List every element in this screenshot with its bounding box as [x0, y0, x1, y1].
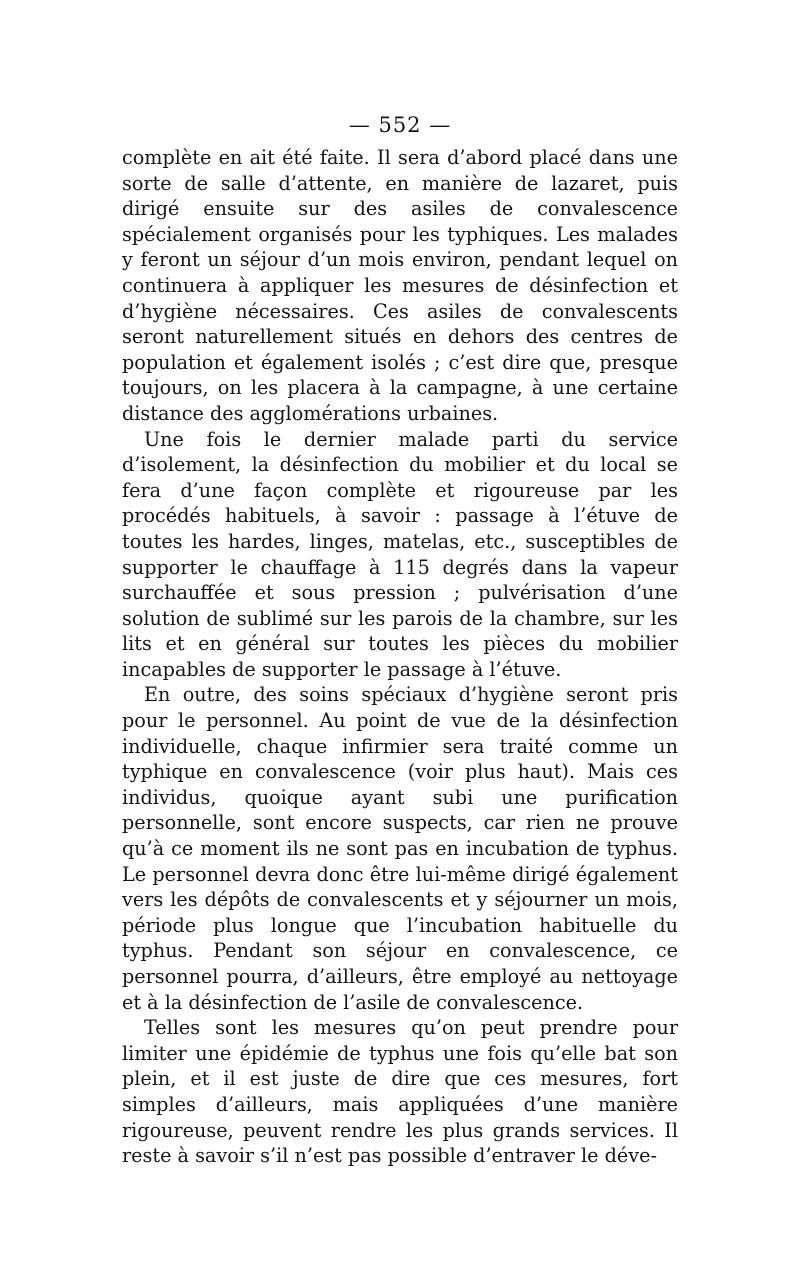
body-text: [122, 145, 678, 1169]
paragraph-1: complète en ait été faite. Il sera d’abord placé dans une sorte de salle d’attente, en manière de lazaret, puis dirigé ensuite sur des asiles de convalescence spécialement organisés pour les typhiques. Les malades y feront un séjour d’un mois environ, pendant lequel on continuera à appliquer les mesures de désinfection et d’hygiène nécessaires. Ces asiles de convalescents seront naturellement situés en dehors des centres de population et également isolés ; c’est dire que, presque toujours, on les placera à la campagne, à une certaine distance des agglomérations urbaines.: [122, 146, 678, 425]
paragraph-4: Telles sont les mesures qu’on peut prendre pour limiter une épidémie de typhus une fois qu’elle bat son plein, et il est juste de dire que ces mesures, fort simples d’ailleurs, mais appliquées d’une manière rigoureuse, peuvent rendre les plus grands services. Il reste à savoir s’il n’est pas possible d’entraver le déve-: [122, 1016, 678, 1168]
paragraph-3: En outre, des soins spéciaux d’hygiène seront pris pour le personnel. Au point de vue de la désinfection individuelle, chaque infirmier sera traité comme un typhique en convalescence (voir plus haut). Mais ces individus, quoique ayant subi une purification personnelle, sont encore suspects, car rien ne prouve qu’à ce moment ils ne sont pas en incubation de typhus. Le personnel devra donc être lui-même dirigé également vers les dépôts de convalescents et y séjourner un mois, période plus longue que l’incubation habituelle du typhus. Pendant son séjour en convalescence, ce personnel pourra, d’ailleurs, être employé au nettoyage et à la désinfection de l’asile de convalescence.: [122, 683, 678, 1014]
paragraph-2: Une fois le dernier malade parti du service d’isolement, la désinfection du mobilier et du local se fera d’une façon complète et rigoureuse par les procédés habituels, à savoir : passage à l’étuve de toutes les hardes, linges, matelas, etc., susceptibles de supporter le chauffage à 115 degrés dans la vapeur surchauffée et sous pression ; pulvérisation d’une solution de sublimé sur les parois de la chambre, sur les lits et en général sur toutes les pièces du mobilier incapables de supporter le passage à l’étuve.: [122, 427, 678, 681]
page-number: — 552 —: [348, 113, 452, 137]
